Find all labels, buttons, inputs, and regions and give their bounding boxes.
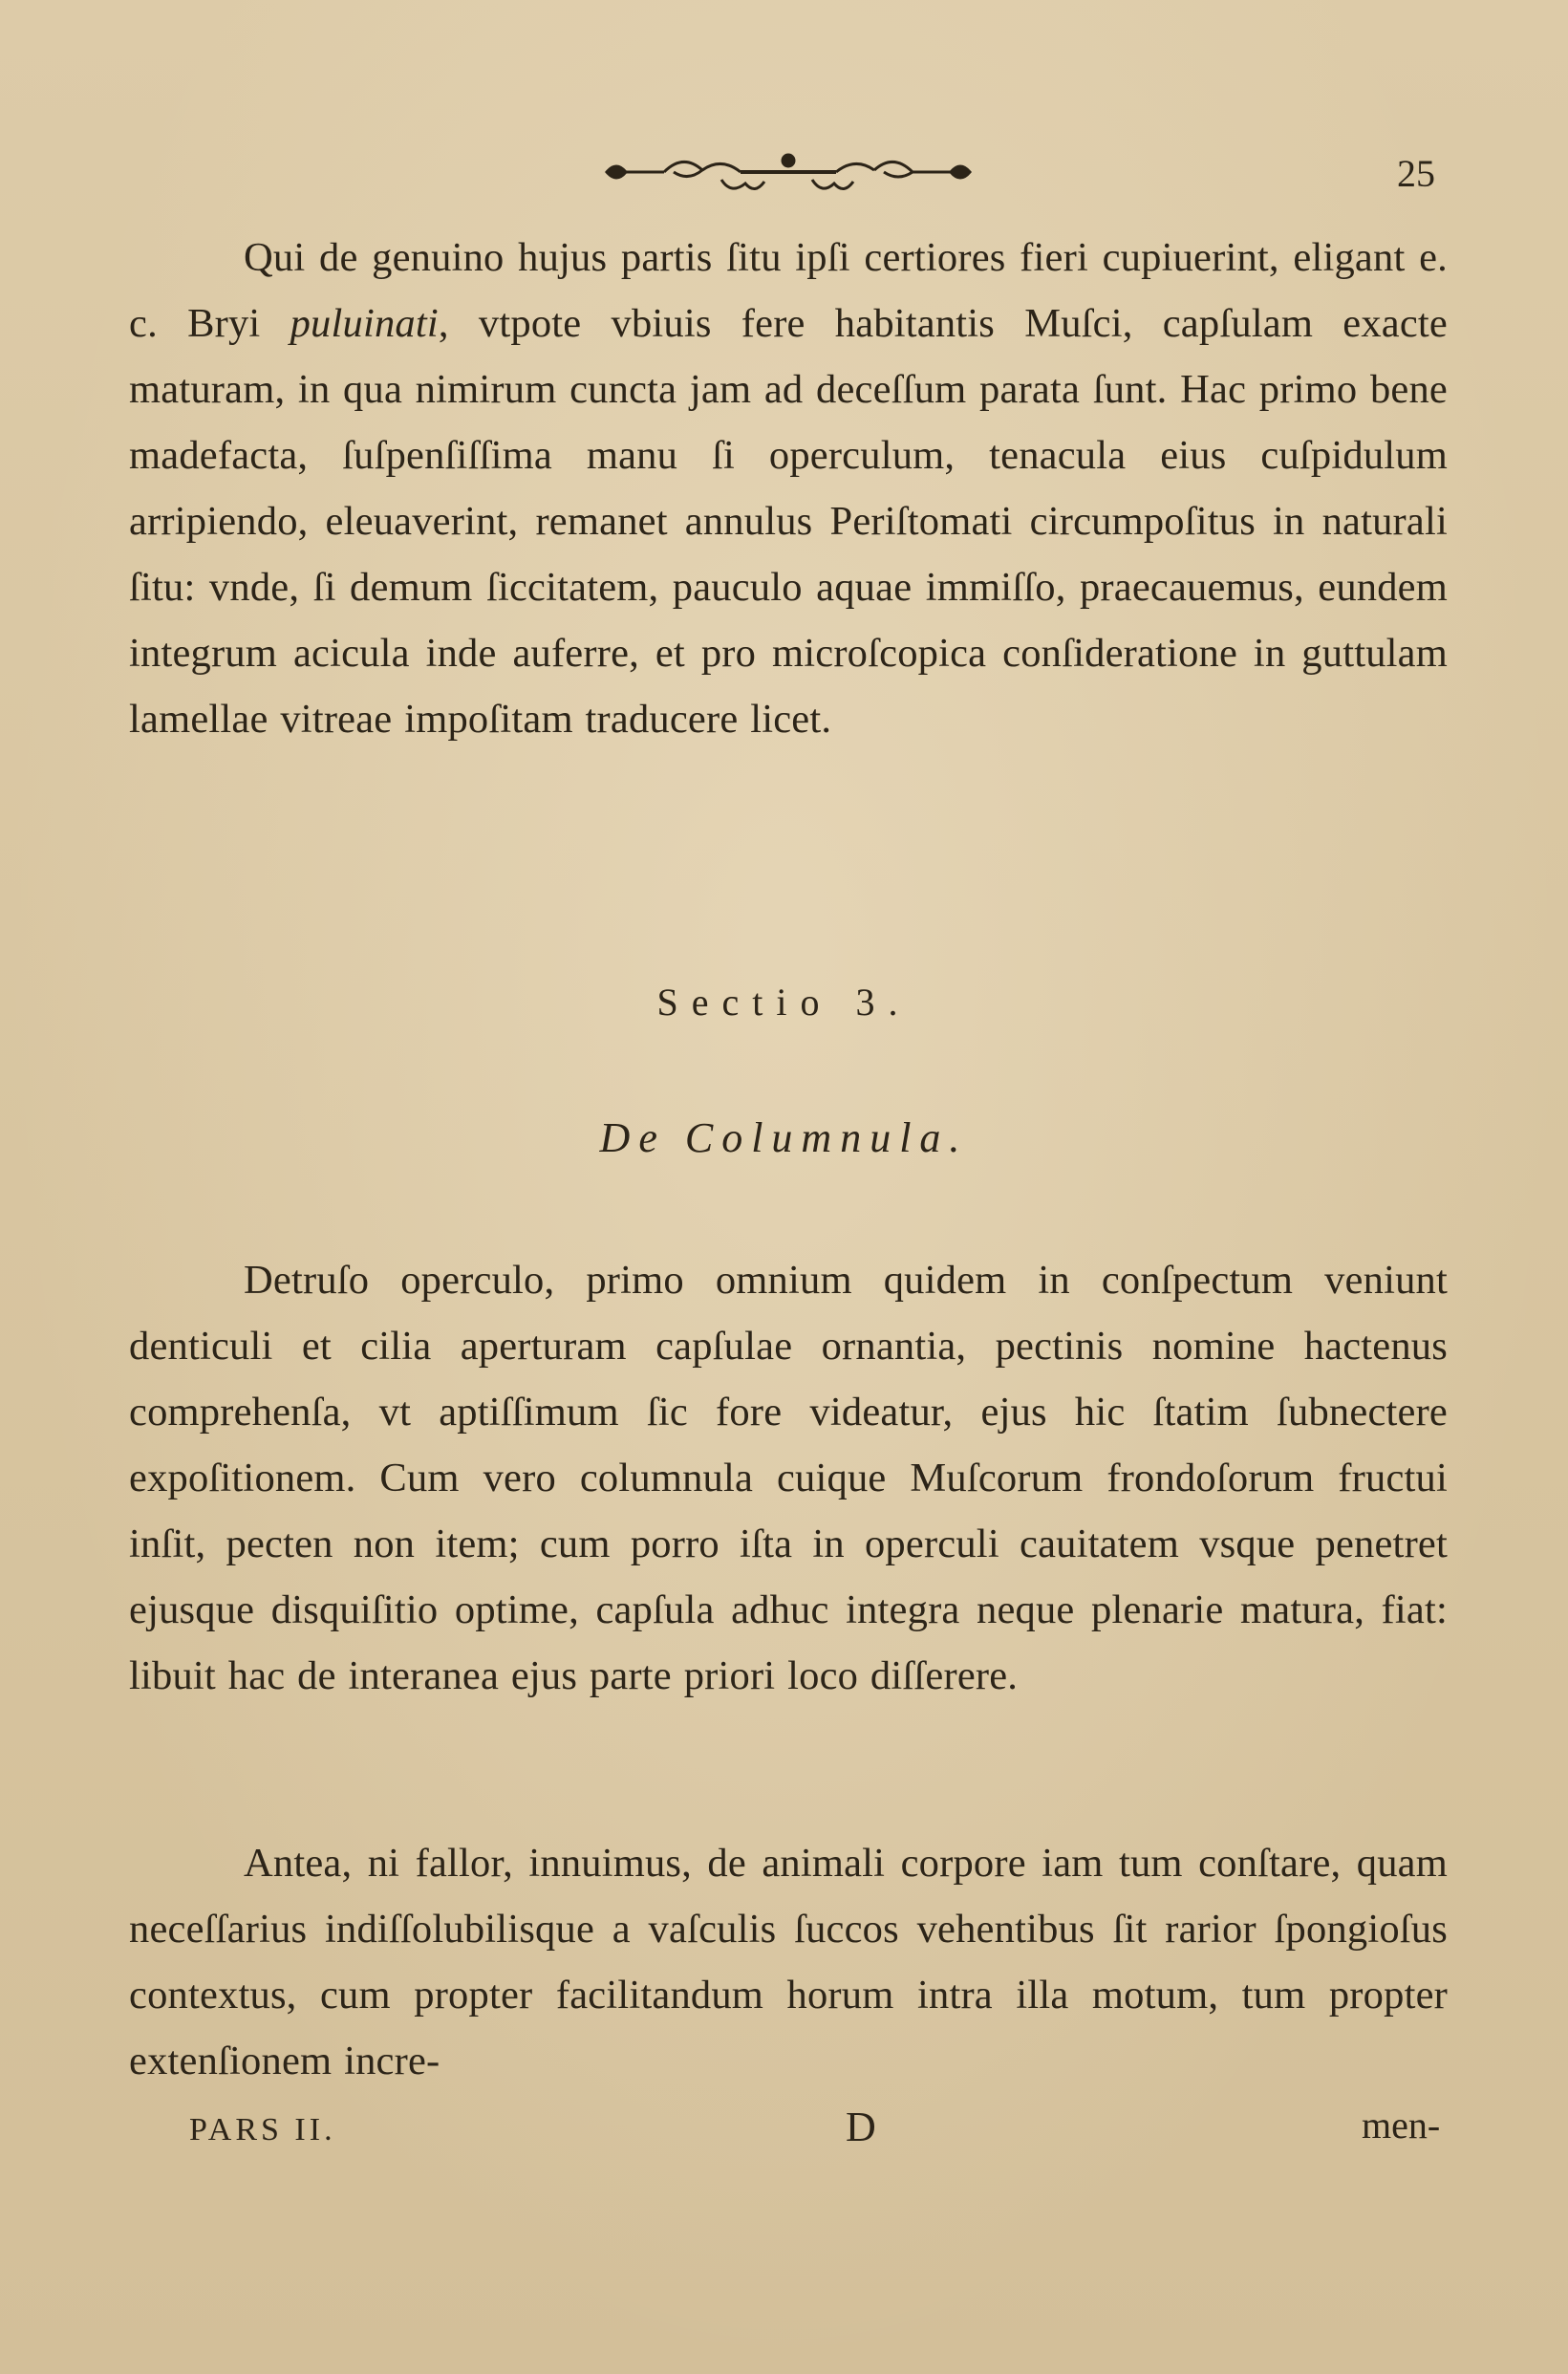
paragraph-1-text-end: , vtpote vbiuis fere habitantis Muſci, capſulam exacte maturam, in qua nimirum cuncta jam ad deceſſum parata ſunt. Hac primo bene madefacta, ſuſpenſiſſima manu ſi operculum, tenacula eius cuſpidulum arripiendo, eleuaverint, remanet annulus Periſtomati circumpoſitus in naturali ſitu: vnde, ſi demum ſiccitatem, pauculo aquae immiſſo, praecauemus, eundem integrum acicula inde auferre, et pro microſcopica conſideratione in guttulam lamellae vitreae impoſitam traducere licet. bbox=[129, 301, 1448, 742]
section-subheading: De Columnula. bbox=[599, 1114, 969, 1161]
paragraph-1-text-start: Qui de genuino hujus partis ſitu ipſi certiores fieri cupiuerint, eligant e. c. Bryi bbox=[129, 235, 1448, 346]
footer-signature-letter: D bbox=[846, 2104, 876, 2150]
paragraph-1-italic-term: puluinati bbox=[290, 301, 439, 346]
section-heading: Sectio 3. bbox=[656, 981, 912, 1024]
paragraph-1 bbox=[129, 225, 1448, 752]
footer-signature: PARS II. bbox=[189, 2112, 336, 2147]
footer-catchword: men- bbox=[1362, 2104, 1441, 2147]
headpiece-ornament-icon bbox=[597, 143, 979, 201]
paragraph-3: Antea, ni fallor, innuimus, de animali corpore iam tum conſtare, quam neceſſarius indiſſolubilisque a vaſculis ſuccos vehentibus ſit rarior ſpongioſus contextus, cum propter facilitandum horum intra illa motum, tum propter extenſionem incre- bbox=[129, 1841, 1448, 2083]
paragraph-2: Detruſo operculo, primo omnium quidem in conſpectum veniunt denticuli et cilia aperturam capſulae ornantia, pectinis nomine hactenus comprehenſa, vt aptiſſimum ſic fore videatur, ejus hic ſtatim ſubnectere expoſitionem. Cum vero columnula cuique Muſcorum frondoſorum fructui inſit, pecten non item; cum porro iſta in operculi cauitatem vsque penetret ejusque disquiſitio optime, capſula adhuc integra neque plenarie matura, fiat: libuit hac de interanea ejus parte priori loco diſſerere. bbox=[129, 1258, 1448, 1698]
page-number: 25 bbox=[1397, 152, 1435, 195]
